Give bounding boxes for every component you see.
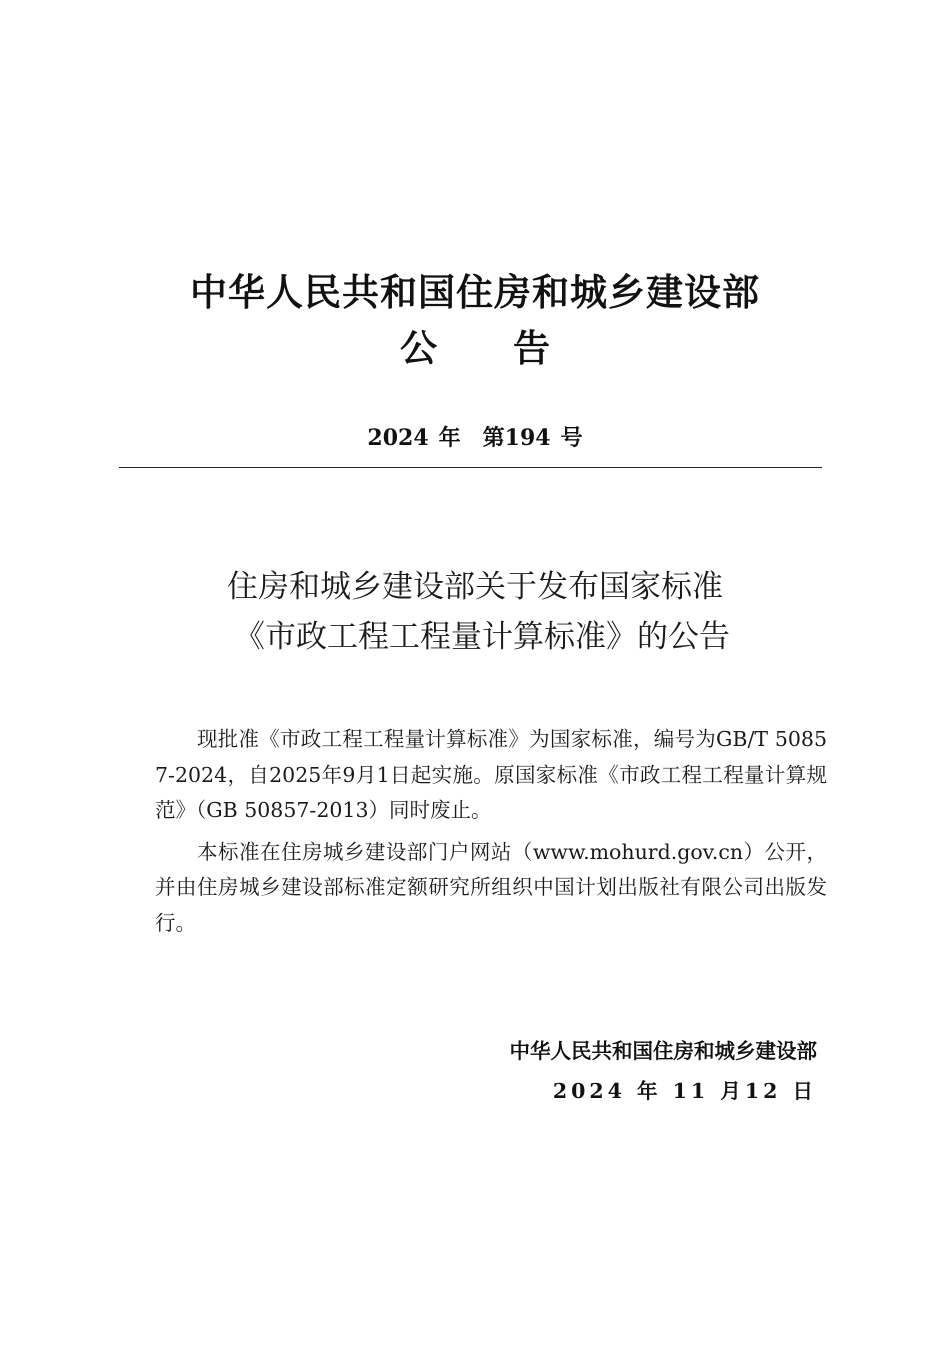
body-paragraph-1: 现批准《市政工程工程量计算标准》为国家标准，编号为GB/T 50857-2024，自2025年9月1日起实施。原国家标准《市政工程工程量计算规范》（GB 50857-2013）同时废止。	[155, 727, 827, 822]
header-divider	[119, 467, 822, 468]
document-type-heading	[0, 318, 950, 372]
body-paragraph-2: 本标准在住房城乡建设部门户网站（www.mohurd.gov.cn）公开，并由住房城乡建设部标准定额研究所组织中国计划出版社有限公司出版发行。	[155, 839, 827, 935]
document-number-unit: 号	[560, 425, 583, 451]
subject-line-2: 《市政工程工程量计算标准》的公告	[234, 619, 730, 655]
announcement-body	[155, 722, 827, 947]
subject-line-1: 住房和城乡建设部关于发布国家标准	[227, 569, 723, 605]
announcement-subject	[0, 562, 950, 662]
document-type-char-2: 告	[513, 327, 550, 370]
document-number	[0, 421, 950, 452]
document-year-unit: 年	[438, 425, 461, 451]
signature-issuer: 中华人民共和国住房和城乡建设部	[509, 1039, 817, 1063]
signature-block	[510, 1031, 818, 1111]
document-number-value: 194	[504, 425, 551, 451]
document-type-char-1: 公	[400, 327, 437, 370]
document-number-prefix: 第	[482, 425, 505, 451]
signature-date: 2024 年 11 月12 日	[552, 1079, 817, 1103]
document-year: 2024	[367, 425, 429, 451]
issuer-title: 中华人民共和国住房和城乡建设部	[190, 271, 760, 314]
